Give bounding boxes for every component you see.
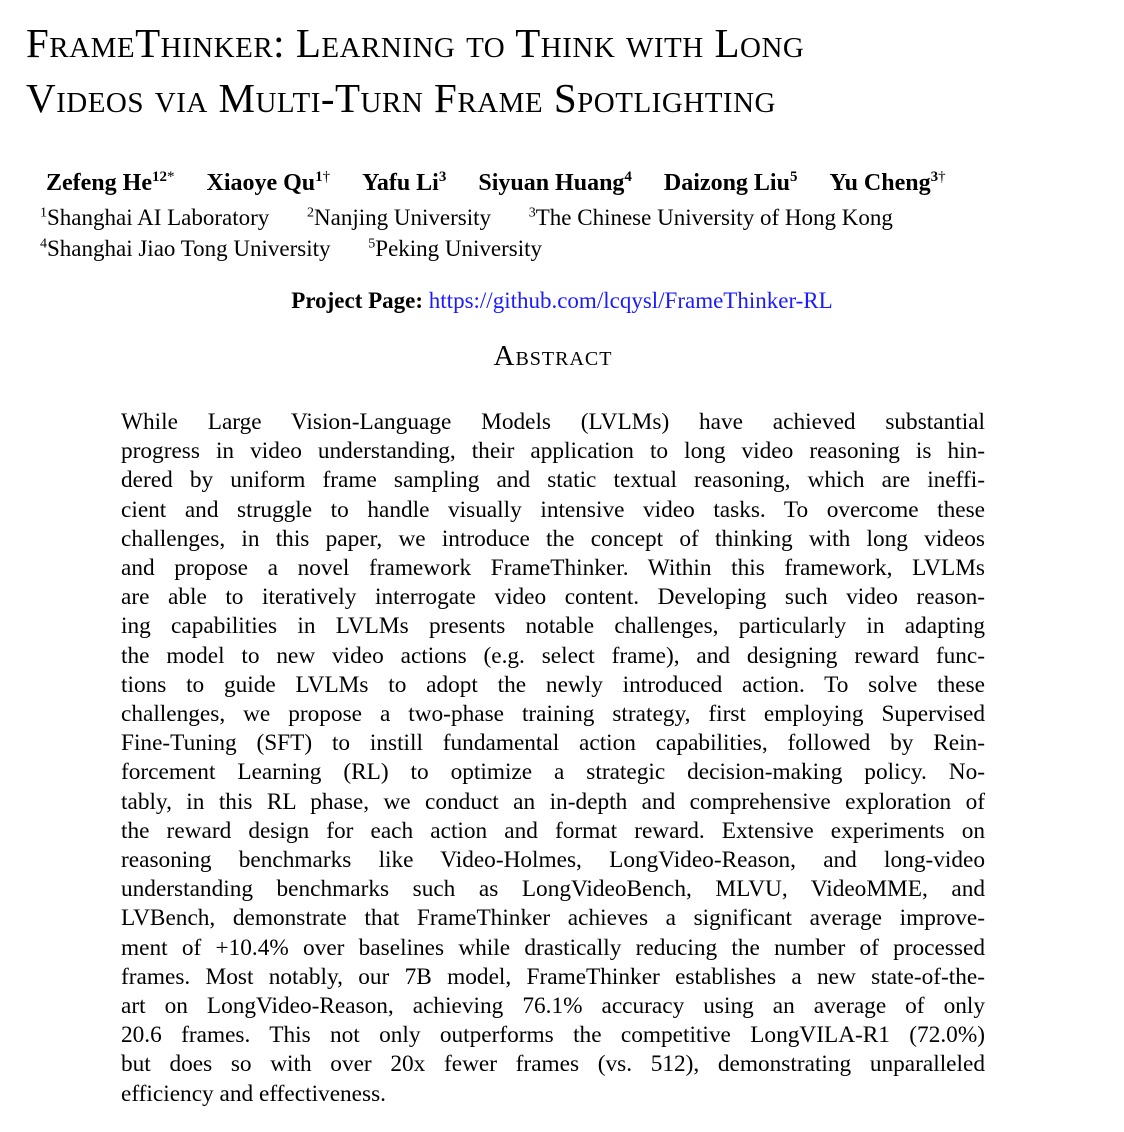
abstract-line: 20.6 frames. This not only outperforms the competitive LongVILA-R1 (72.0%) <box>121 1022 985 1049</box>
affiliation-number: 5 <box>368 236 376 252</box>
author <box>478 170 632 197</box>
author-affil-sup: 3 <box>438 169 447 185</box>
abstract-line: frames. Most notably, our 7B model, FrameThinker establishes a new state-of-the- <box>121 963 985 990</box>
abstract-body <box>121 408 985 1109</box>
affiliation-number: 3 <box>528 205 536 221</box>
affiliation-list <box>40 202 1100 264</box>
abstract-line: efficiency and effectiveness. <box>121 1080 386 1107</box>
abstract-line: cient and struggle to handle visually intensive video tasks. To overcome these <box>121 496 985 523</box>
affiliation <box>307 202 491 233</box>
affiliation <box>40 233 331 264</box>
author-mark: * <box>166 169 175 185</box>
title-line: FrameThinker: Learning to Think with Long <box>26 20 805 66</box>
abstract-line: challenges, in this paper, we introduce the concept of thinking with long videos <box>121 525 985 552</box>
affiliation-number: 1 <box>40 205 47 221</box>
author <box>46 170 174 197</box>
affiliation <box>529 202 893 233</box>
abstract-line: progress in video understanding, their application to long video reasoning is hin- <box>121 438 985 465</box>
abstract-line: art on LongVideo-Reason, achieving 76.1% accuracy using an average of only <box>121 993 985 1020</box>
abstract-line: ment of +10.4% over baselines while drastically reducing the number of processed <box>121 934 985 961</box>
author-name: Yu Cheng <box>829 170 931 196</box>
abstract-line: Fine-Tuning (SFT) to instill fundamental action capabilities, followed by Rein- <box>121 730 985 757</box>
author <box>362 170 446 197</box>
author-name: Zefeng He <box>46 170 152 196</box>
project-page <box>0 288 1124 314</box>
affiliation-name: The Chinese University of Hong Kong <box>535 205 893 230</box>
paper-title <box>26 16 1106 126</box>
affiliation-name: Nanjing University <box>314 205 491 230</box>
affiliation-name: Shanghai Jiao Tong University <box>47 236 331 261</box>
abstract-line: and propose a novel framework FrameThinker. Within this framework, LVLMs <box>121 555 985 582</box>
author <box>829 170 945 197</box>
abstract-line: the reward design for each action and format reward. Extensive experiments on <box>121 817 985 844</box>
author-name: Siyuan Huang <box>478 170 625 196</box>
affiliation-number: 2 <box>307 205 315 221</box>
affiliation-number: 4 <box>40 236 47 252</box>
abstract-line: LVBench, demonstrate that FrameThinker achieves a significant average improve- <box>121 905 985 932</box>
affiliation <box>368 233 542 264</box>
abstract-line: reasoning benchmarks like Video-Holmes, LongVideo-Reason, and long-video <box>121 847 985 874</box>
project-page-label: Project Page: <box>291 288 424 313</box>
abstract-line: understanding benchmarks such as LongVideoBench, MLVU, VideoMME, and <box>121 876 985 903</box>
author-affil-sup: 5 <box>789 169 798 185</box>
author-affil-sup: 3 <box>930 169 939 185</box>
abstract-line: forcement Learning (RL) to optimize a strategic decision-making policy. No- <box>121 759 985 786</box>
author-list <box>46 170 1106 197</box>
author-affil-sup: 1 <box>315 169 323 185</box>
abstract-line: the model to new video actions (e.g. select frame), and designing reward func- <box>121 642 985 669</box>
abstract-line: tions to guide LVLMs to adopt the newly introduced action. To solve these <box>121 671 985 698</box>
abstract-line: While Large Vision-Language Models (LVLMs) have achieved substantial <box>121 409 985 435</box>
affiliation <box>40 202 269 233</box>
affiliation-line <box>40 233 1100 264</box>
author-name: Daizong Liu <box>663 170 790 196</box>
author-name: Yafu Li <box>362 170 439 196</box>
abstract-heading: Abstract <box>493 340 613 372</box>
author-mark: † <box>322 169 331 185</box>
author <box>664 170 798 197</box>
author-affil-sup: 12 <box>151 169 167 185</box>
title-line: Videos via Multi-Turn Frame Spotlighting <box>26 75 776 121</box>
abstract-line: ing capabilities in LVLMs presents notable challenges, particularly in adapting <box>121 613 985 640</box>
abstract-line: challenges, we propose a two-phase training strategy, first employing Supervised <box>121 701 985 728</box>
affiliation-line <box>40 202 1100 233</box>
author <box>206 170 330 197</box>
project-page-link[interactable]: https://github.com/lcqysl/FrameThinker-RL <box>428 288 833 313</box>
abstract-line: are able to iteratively interrogate video content. Developing such video reason- <box>121 584 985 611</box>
author-name: Xiaoye Qu <box>206 170 316 196</box>
author-affil-sup: 4 <box>624 169 632 185</box>
abstract-line: dered by uniform frame sampling and static textual reasoning, which are ineffi- <box>121 467 985 494</box>
author-mark: † <box>938 169 946 185</box>
affiliation-name: Shanghai AI Laboratory <box>47 205 270 230</box>
affiliation-name: Peking University <box>375 236 543 261</box>
abstract-line: but does so with over 20x fewer frames (vs. 512), demonstrating unparalleled <box>121 1051 985 1078</box>
abstract-line: tably, in this RL phase, we conduct an in-depth and comprehensive exploration of <box>121 788 985 815</box>
